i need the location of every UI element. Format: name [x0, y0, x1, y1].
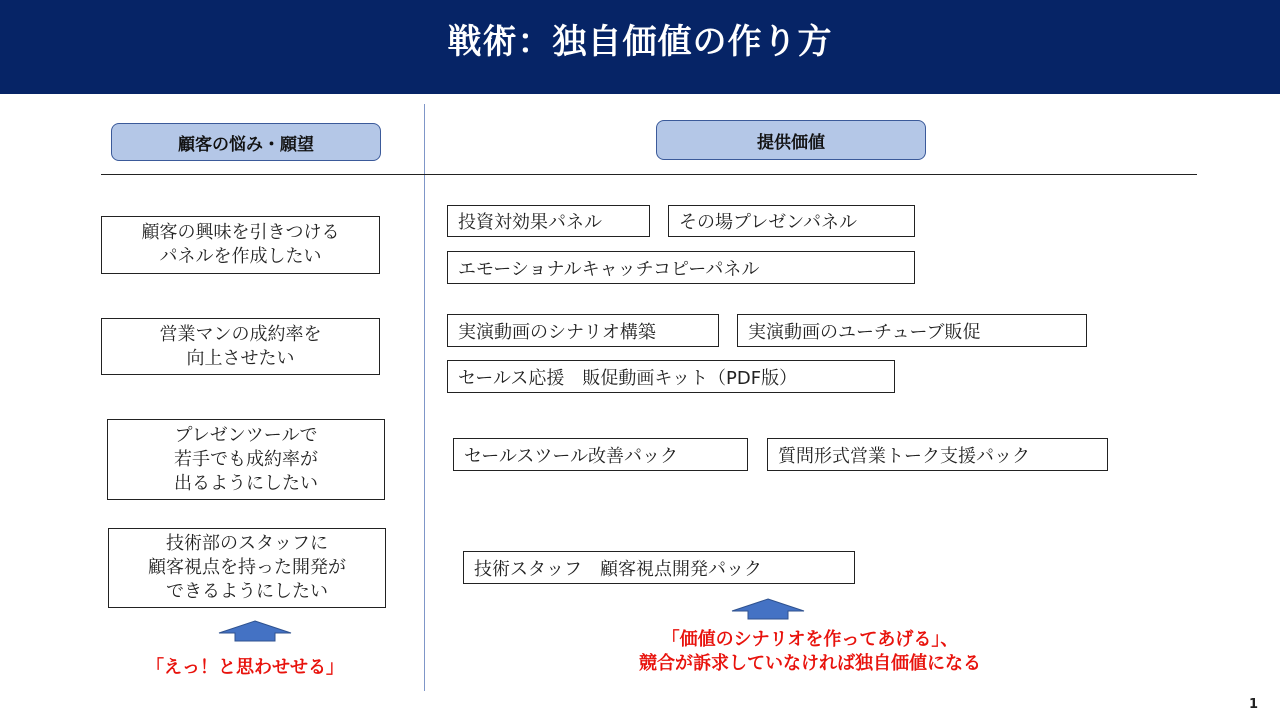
value-box: その場プレゼンパネル — [668, 205, 915, 237]
slide-title: 戦術：独自価値の作り方 — [447, 21, 833, 62]
customer-needs-label: 顧客の悩み・願望 — [111, 123, 381, 161]
value-box: 技術スタッフ 顧客視点開発パック — [463, 551, 855, 584]
value-box: 実演動画のシナリオ構築 — [447, 314, 719, 347]
value-box: 投資対効果パネル — [447, 205, 650, 237]
need-box: 顧客の興味を引きつける パネルを作成したい — [101, 216, 380, 274]
value-box: エモーショナルキャッチコピーパネル — [447, 251, 915, 284]
value-box: 実演動画のユーチューブ販促 — [737, 314, 1087, 347]
up-arrow-icon — [730, 598, 806, 620]
need-box: 営業マンの成約率を 向上させたい — [101, 318, 380, 375]
column-divider — [424, 104, 425, 691]
value-box: 質問形式営業トーク支援パック — [767, 438, 1108, 471]
title-bar — [0, 0, 1280, 94]
need-box: 技術部のスタッフに 顧客視点を持った開発が できるようにしたい — [108, 528, 386, 608]
right-note: 「価値のシナリオを作ってあげる」、 競合が訴求していなければ独自価値になる — [639, 629, 981, 674]
up-arrow-icon — [217, 620, 293, 642]
left-note: 「えっ！と思わせせる」 — [146, 657, 344, 678]
value-box: セールス応援 販促動画キット（PDF版） — [447, 360, 895, 393]
offered-value-label: 提供価値 — [656, 120, 926, 160]
value-box: セールスツール改善パック — [453, 438, 748, 471]
need-box: プレゼンツールで 若手でも成約率が 出るようにしたい — [107, 419, 385, 500]
page-number: 1 — [1248, 697, 1258, 712]
header-divider — [101, 174, 1197, 175]
